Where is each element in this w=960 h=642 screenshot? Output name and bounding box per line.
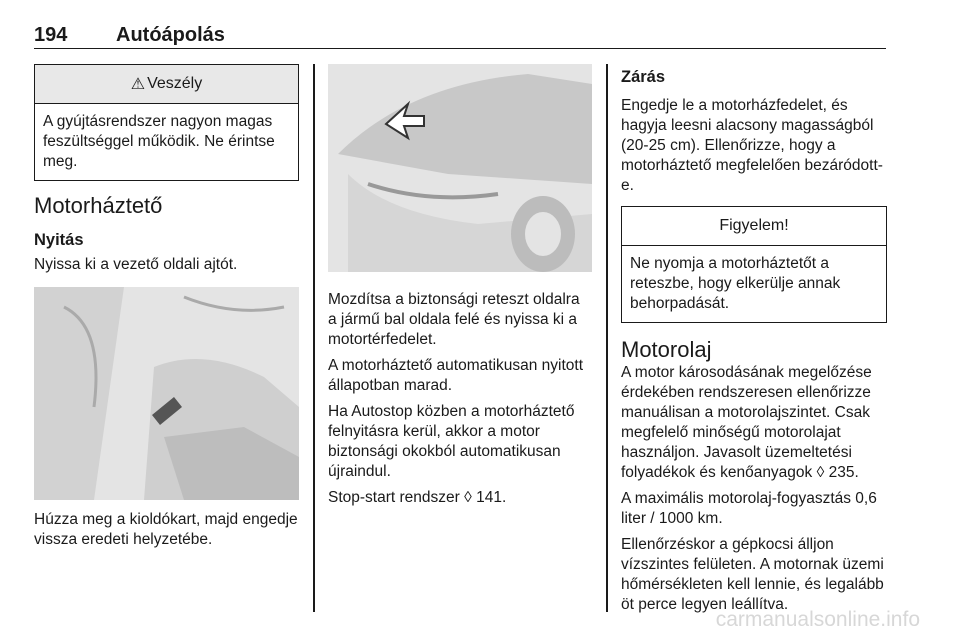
warning-box [34, 64, 299, 181]
interior-release-lever-image [34, 287, 299, 500]
page-ref-icon: ◊ [464, 489, 472, 506]
chapter-title: Autóápolás [116, 24, 225, 46]
page-number: 194 [34, 24, 68, 46]
paragraph-check-conditions: Ellenőrzéskor a gépkocsi álljon vízszintes felületen. A motornak üzemi hőmérsékleten kell lennie, és legalább öt perce legyen leállítva. [621, 536, 884, 613]
watermark: carmanualsonline.info [715, 608, 920, 631]
subsection-title-opening: Nyitás [34, 231, 84, 249]
paragraph-hood-stays-open: A motorháztető automatikusan nyitott állapotban marad. [328, 357, 584, 394]
paragraph-oil-check [621, 363, 887, 483]
section-title-engine-oil: Motorolaj [621, 337, 712, 362]
notice-header: Figyelem! [622, 207, 886, 246]
subsection-title-closing: Zárás [621, 68, 666, 86]
car-front-illustration [328, 64, 592, 272]
notice-box [621, 206, 887, 323]
oil-check-text: A motor károsodásának megelőzése érdekében rendszeresen ellenőrizze manuálisan a motorolajszintet. Csak megfelelő minőségű motorolajat használjon. Javasolt üzemeltetési folyadékok és kenőanyagok [621, 364, 872, 481]
paragraph-open-door: Nyissa ki a vezető oldali ajtót. [34, 256, 238, 273]
paragraph-stop-start-ref [328, 488, 592, 508]
stop-start-text: Stop-start rendszer [328, 489, 465, 506]
warning-icon: ⚠ [130, 76, 146, 93]
page-ref-icon: ◊ [816, 464, 825, 481]
section-title-hood: Motorháztető [34, 193, 163, 218]
warning-text: A gyújtásrendszer nagyon magas feszültséggel működik. Ne érintse meg. [43, 113, 275, 170]
column-2 [328, 64, 592, 514]
paragraph-move-latch: Mozdítsa a biztonsági reteszt oldalra a jármű bal oldala felé és nyissa ki a motortérfedelet. [328, 291, 580, 348]
column-3 [621, 64, 887, 621]
page-ref-number: 141. [471, 489, 507, 506]
paragraph-oil-consumption: A maximális motorolaj-fogyasztás 0,6 liter / 1000 km. [621, 490, 877, 527]
column-1 [34, 64, 299, 556]
hood-latch-image [328, 64, 592, 272]
warning-header [35, 65, 298, 104]
paragraph-autostop: Ha Autostop közben a motorháztető felnyitásra kerül, akkor a motor biztonsági okokból automatikusan újraindul. [328, 403, 575, 480]
column-divider [606, 64, 608, 612]
warning-title: Veszély [147, 75, 203, 92]
notice-text: Ne nyomja a motorháztetőt a reteszbe, hogy elkerülje annak behorpadását. [630, 255, 841, 312]
paragraph-pull-lever: Húzza meg a kioldókart, majd engedje vissza eredeti helyzetébe. [34, 511, 298, 548]
interior-illustration [34, 287, 299, 500]
paragraph-close-hood: Engedje le a motorházfedelet, és hagyja leesni alacsony magasságból (20-25 cm). Ellenőrizze, hogy a motorháztető megfelelően bezáródott-e. [621, 97, 883, 194]
page-header [34, 18, 886, 49]
page-ref-number: 235. [824, 464, 859, 481]
column-divider [313, 64, 315, 612]
